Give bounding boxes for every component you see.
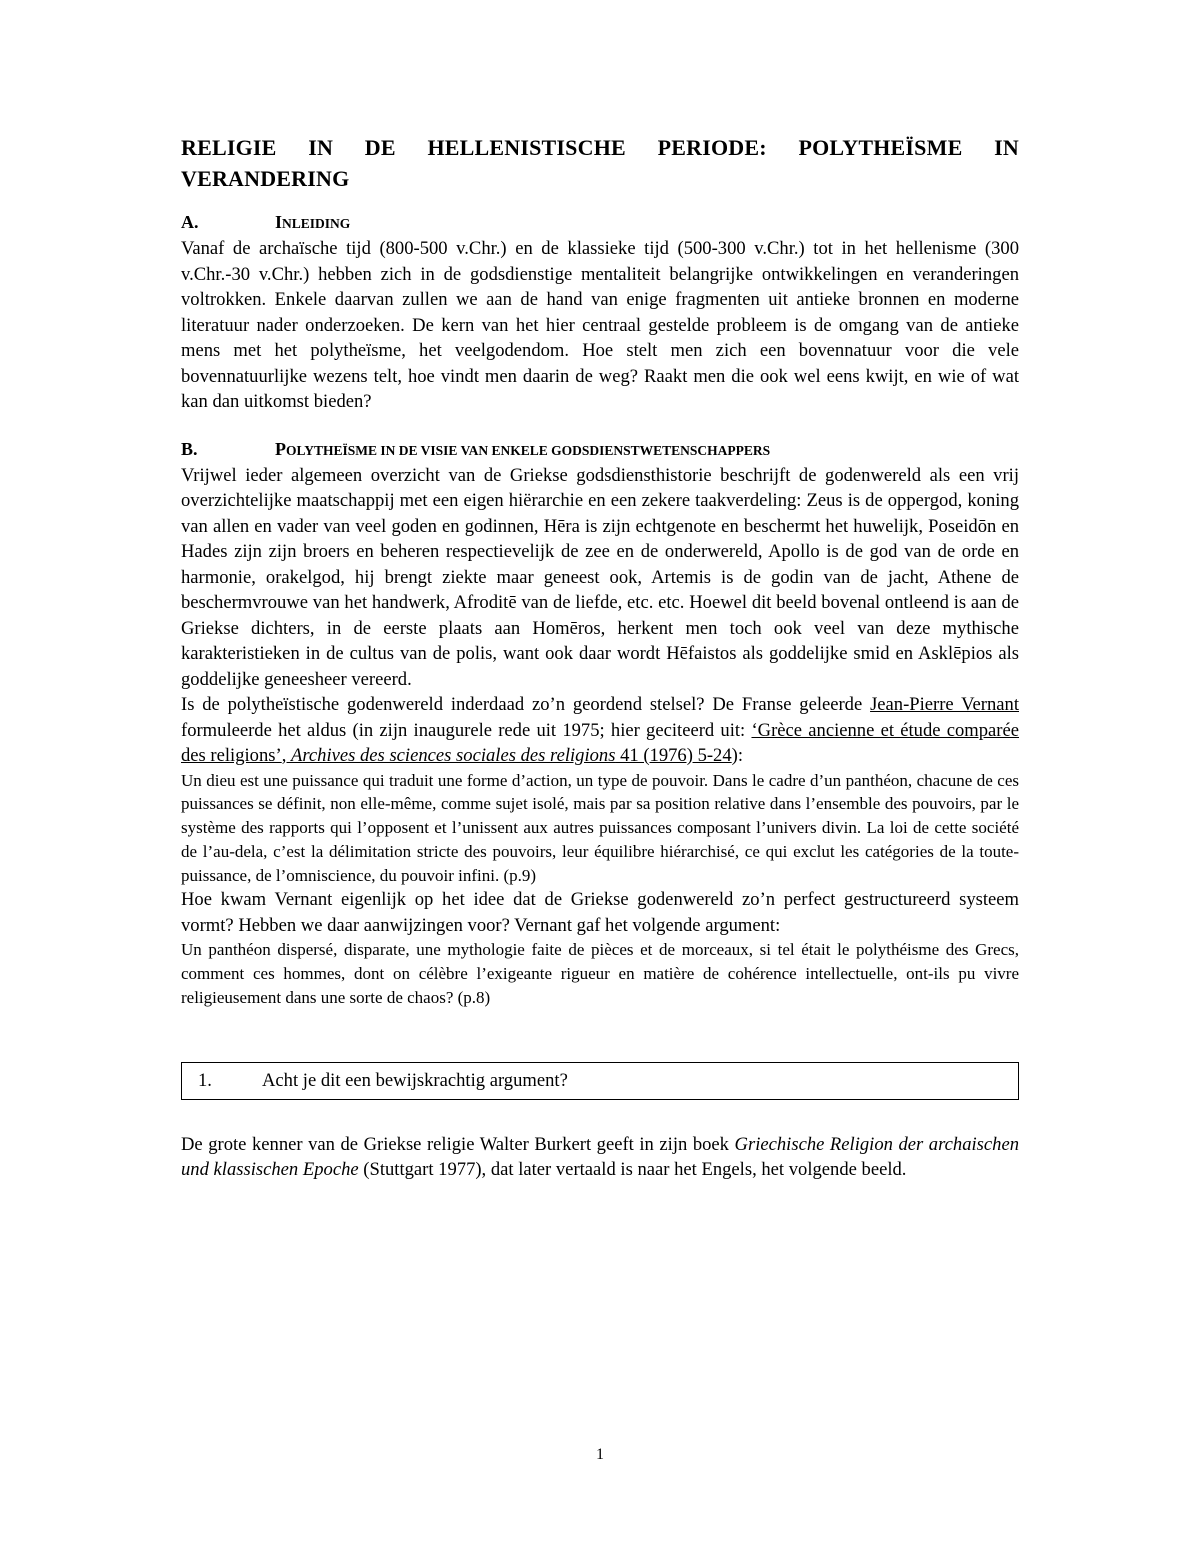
section-a-title: NLEIDING <box>282 216 351 231</box>
reference-journal-link[interactable]: Archives des sciences sociales des religions <box>291 745 616 766</box>
reference-separator: , <box>281 745 291 766</box>
burkert-book-title: Griechische Religion der archaischen und klassischen Epoche <box>181 1133 1019 1181</box>
vernant-link[interactable]: Jean-Pierre Vernant <box>870 694 1019 715</box>
section-b-first-letter: P <box>275 438 286 459</box>
p2-text-b: formuleerde het aldus (in zijn inaugurele rede uit 1975; hier geciteerd uit: <box>181 719 752 741</box>
section-b-number: B. <box>181 438 198 459</box>
section-b-paragraph-3: Hoe kwam Vernant eigenlijk op het idee dat de Griekse godenwereld zo’n perfect gestructureerd systeem vormt? Hebben we daar aanwijzingen voor? Vernant gaf het volgende argument: <box>181 889 1019 936</box>
p2-text-a: Is de polytheïstische godenwereld inderdaad zo’n geordend stelsel? De Franse geleerde <box>181 694 871 715</box>
section-b-heading <box>181 437 1019 463</box>
section-a-heading <box>181 210 1019 236</box>
closing-paragraph <box>181 1132 1019 1183</box>
document-title: RELIGIE IN DE HELLENISTISCHE PERIODE: POLYTHEÏSME IN VERANDERING <box>181 135 1019 191</box>
page-number: 1 <box>596 1446 604 1463</box>
question-box <box>181 1062 1019 1100</box>
section-a-paragraph: Vanaf de archaïsche tijd (800-500 v.Chr.) en de klassieke tijd (500-300 v.Chr.) tot in het hellenisme (300 v.Chr.-30 v.Chr.) hebben zich in de godsdienstige mentaliteit belangrijke ontwikkelingen en veranderingen voltrokken. Enkele daarvan zullen we aan de hand van enige fragmenten uit antieke bronnen en moderne literatuur nader onderzoeken. De kern van het hier centraal gestelde probleem is de omgang van de antieke mens met het polytheïsme, het veelgodendom. Hoe stelt men zich een bovennatuur voor die vele bovennatuurlijke wezens telt, hoe vindt men daarin de weg? Raakt men die ook wel eens kwijt, en wie of wat kan dan uitkomst bieden? <box>181 238 1019 412</box>
p2-text-c: ): <box>731 745 744 766</box>
reference-issue-link[interactable]: 41 (1976) 5-24 <box>615 745 732 766</box>
spacer <box>181 415 1019 437</box>
vernant-quote-2: Un panthéon dispersé, disparate, une mythologie faite de pièces et de morceaux, si tel était le polythéisme des Grecs, comment ces hommes, dont on célèbre l’exigeante rigueur en matière de cohérence intellectuelle, ont-ils pu vivre religieusement dans une sorte de chaos? (p.8) <box>181 940 1019 1008</box>
section-b-paragraph-1: Vrijwel ieder algemeen overzicht van de Griekse godsdiensthistorie beschrijft de godenwereld als een vrij overzichtelijke maatschappij met een eigen hiërarchie en een zekere taakverdeling: Zeus is de oppergod, koning van allen en vader van veel goden en godinnen, Hēra is zijn echtgenote en beschermt het huwelijk, Poseidōn en Hades zijn zijn broers en beheren respectievelijk de zee en de onderwereld, Apollo is de god van de orde en harmonie, orakelgod, hij brengt ziekte maar geneest ook, Artemis is de godin van de jacht, Athene de beschermvrouwe van het handwerk, Afroditē van de liefde, etc. etc. Hoewel dit beeld bovenal ontleend is aan de Griekse dichters, in de eerste plaats aan Homēros, herkent men toch ook veel van deze mythische karakteristieken in de cultus van de polis, want ook daar wordt Hēfaistos als goddelijke smid en Asklēpios als goddelijke geneesheer vereerd. <box>181 464 1019 690</box>
section-a-first-letter: I <box>275 212 283 232</box>
section-a-number: A. <box>181 212 199 232</box>
vernant-quote-1: Un dieu est une puissance qui traduit une forme d’action, un type de pouvoir. Dans le cadre d’un panthéon, chacune de ces puissances se définit, non elle-même, comme sujet isolé, mais par sa position relative dans l’ensemble des pouvoirs, par le système des rapports qui l’opposent et l’unissent aux autres puissances composant l’univers divin. La loi de cette société de l’au-dela, c’est la délimitation stricte des pouvoirs, leur équilibre hiérarchisé, ce qui exclut les catégories de la toute-puissance, de l’omniscience, du pouvoir infini. (p.9) <box>181 770 1019 885</box>
section-b-paragraph-2 <box>181 692 1019 769</box>
closing-text-a: De grote kenner van de Griekse religie Walter Burkert geeft in zijn boek <box>181 1133 735 1155</box>
reference-title-link[interactable]: ‘Grèce ancienne et étude comparée des religions’ <box>181 719 1019 766</box>
document-page <box>181 132 1019 1183</box>
closing-text-b: (Stuttgart 1977), dat later vertaald is naar het Engels, het volgende beeld. <box>358 1159 907 1181</box>
section-b-title: OLYTHEÏSME IN DE VISIE VAN ENKELE GODSDIENSTWETENSCHAPPERS <box>286 442 771 458</box>
question-number: 1. <box>198 1069 212 1091</box>
question-text: Acht je dit een bewijskrachtig argument? <box>262 1069 568 1091</box>
